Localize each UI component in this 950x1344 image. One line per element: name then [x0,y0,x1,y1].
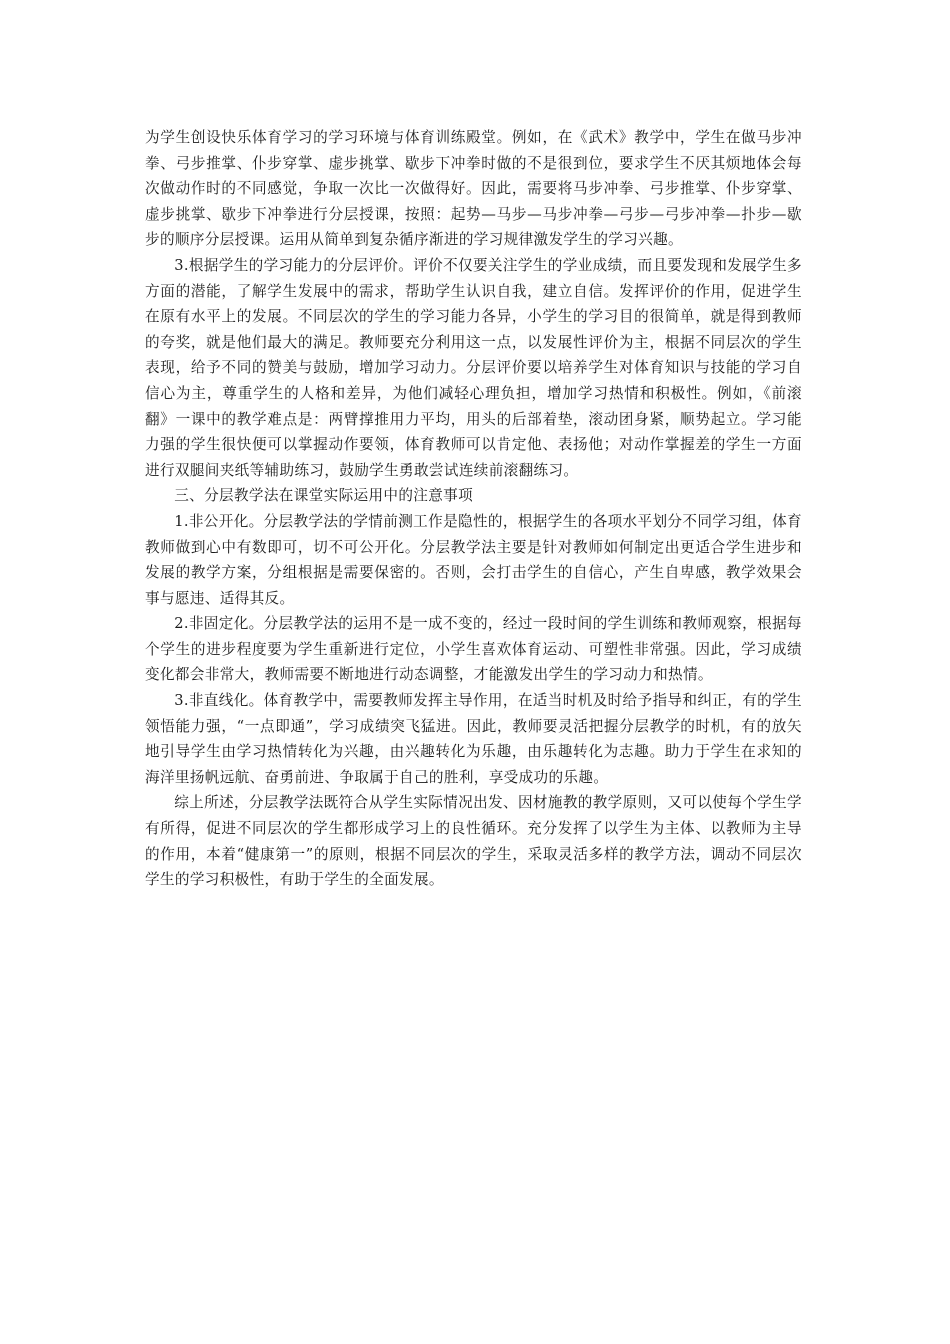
paragraph-non-public: 1.非公开化。分层教学法的学情前测工作是隐性的，根据学生的各项水平划分不同学习组，体育教师做到心中有数即可，切不可公开化。分层教学法主要是针对教师如何制定出更适合学生进步和发展的教学方案，分组根据是需要保密的。否则，会打击学生的自信心，产生自卑感，教学效果会事与愿违、适得其反。 [145,512,802,607]
paragraph-non-linear: 3.非直线化。体育教学中，需要教师发挥主导作用，在适当时机及时给予指导和纠正，有的学生领悟能力强，“一点即通”，学习成绩突飞猛进。因此，教师要灵活把握分层教学的时机，有的放矢地引导学生由学习热情转化为兴趣，由兴趣转化为乐趣，由乐趣转化为志趣。助力于学生在求知的海洋里扬帆远航、奋勇前进、争取属于自己的胜利，享受成功的乐趣。 [145,692,802,786]
document-body [145,125,802,893]
paragraph-layered-evaluation: 3.根据学生的学习能力的分层评价。评价不仅要关注学生的学业成绩，而且要发现和发展学生多方面的潜能，了解学生发展中的需求，帮助学生认识自我，建立自信。发挥评价的作用，促进学生在原有水平上的发展。不同层次的学生的学习能力各异，小学生的学习目的很简单，就是得到教师的夸奖，就是他们最大的满足。教师要充分利用这一点，以发展性评价为主，根据不同层次的学生表现，给予不同的赞美与鼓励，增加学习动力。分层评价要以培养学生对体育知识与技能的学习自信心为主，尊重学生的人格和差异，为他们减轻心理负担，增加学习热情和积极性。例如，《前滚翻》一课中的教学难点是：两臂撑推用力平均，用头的后部着垫，滚动团身紧，顺势起立。学习能力强的学生很快便可以掌握动作要领，体育教师可以肯定他、表扬他；对动作掌握差的学生一方面进行双腿间夹纸等辅助练习，鼓励学生勇敢尝试连续前滚翻练习。 [145,256,802,479]
paragraph-conclusion: 综上所述，分层教学法既符合从学生实际情况出发、因材施教的教学原则，又可以使每个学生学有所得，促进不同层次的学生都形成学习上的良性循环。充分发挥了以学生为主体、以教师为主导的作用，本着“健康第一”的原则，根据不同层次的学生，采取灵活多样的教学方法，调动不同层次学生的学习积极性，有助于学生的全面发展。 [145,794,802,889]
paragraph-continuation: 为学生创设快乐体育学习的学习环境与体育训练殿堂。例如，在《武术》教学中，学生在做马步冲拳、弓步推掌、仆步穿掌、虚步挑掌、歇步下冲拳时做的不是很到位，要求学生不厌其烦地体会每次做动作时的不同感觉，争取一次比一次做得好。因此，需要将马步冲拳、弓步推掌、仆步穿掌、虚步挑掌、歇步下冲拳进行分层授课，按照：起势—马步—马步冲拳—弓步—弓步冲拳—扑步—歇步的顺序分层授课。运用从简单到复杂循序渐进的学习规律激发学生的学习兴趣。 [145,129,802,249]
section-heading-precautions: 三、分层教学法在课堂实际运用中的注意事项 [174,487,474,505]
paragraph-non-fixed: 2.非固定化。分层教学法的运用不是一成不变的，经过一段时间的学生训练和教师观察，根据每个学生的进步程度要为学生重新进行定位，小学生喜欢体育运动、可塑性非常强。因此，学习成绩变化都会非常大，教师需要不断地进行动态调整，才能激发出学生的学习动力和热情。 [145,615,802,684]
